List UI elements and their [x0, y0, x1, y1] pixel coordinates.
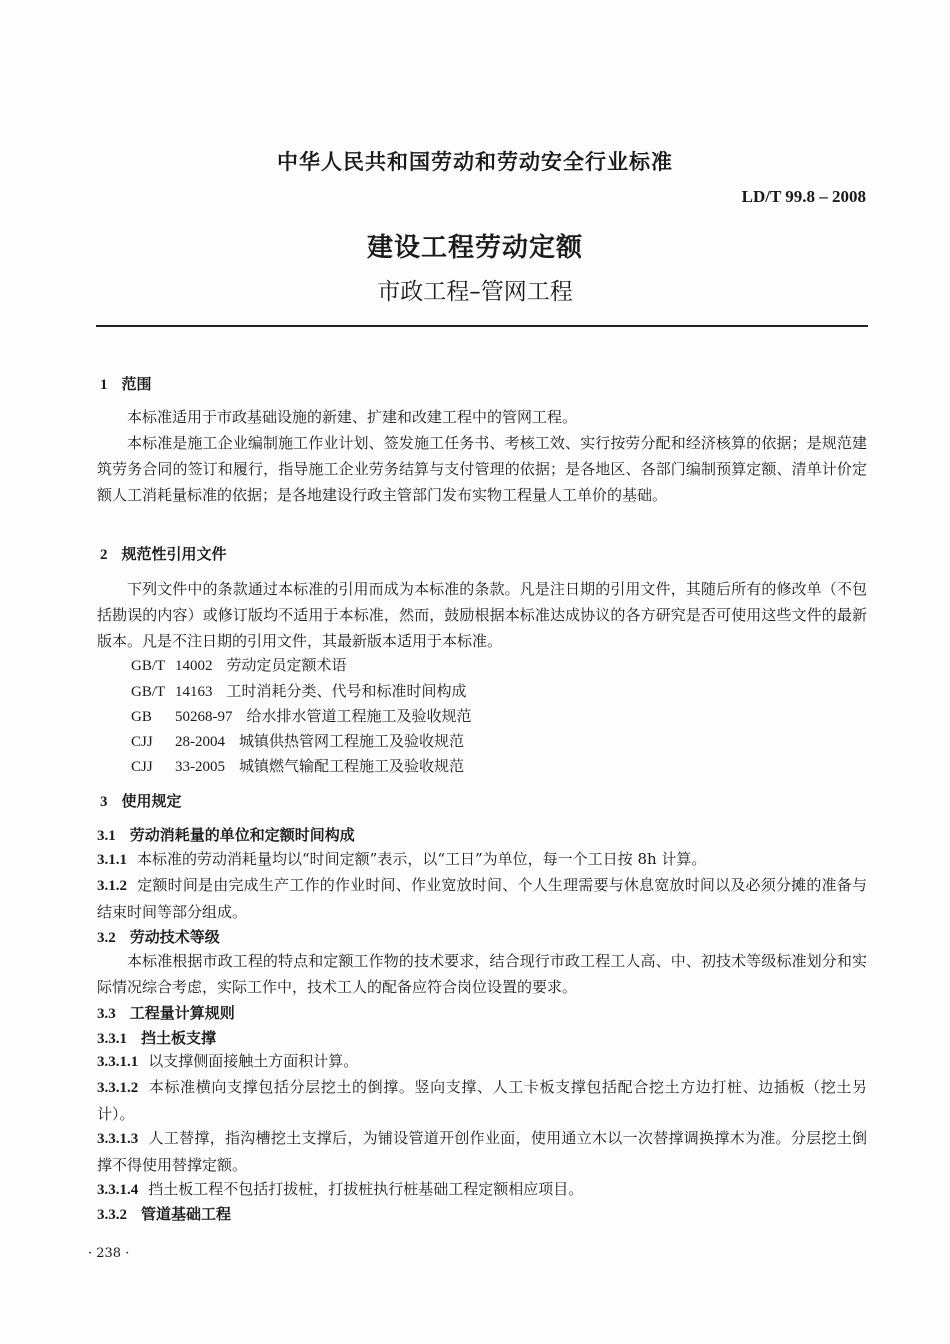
- ref-name: 城镇供热管网工程施工及验收规范: [239, 732, 465, 750]
- clause-title: 管道基础工程: [141, 1205, 232, 1223]
- clause-number: 3.1.2: [97, 878, 127, 894]
- clause-3-3-1-4: [97, 1176, 867, 1203]
- clause-3-1-2: [97, 872, 867, 925]
- page-number: · 238 ·: [88, 1246, 130, 1261]
- clause-number: 3.1.1: [97, 852, 127, 868]
- clause-title: 劳动消耗量的单位和定额时间构成: [129, 826, 355, 844]
- clause-number: 3.3.2: [97, 1207, 127, 1223]
- standard-code: LD/T 99.8 – 2008: [741, 187, 866, 206]
- ref-code: CJJ: [131, 759, 153, 775]
- clause-text: 定额时间是由完成生产工作的作业时间、作业宽放时间、个人生理需要与休息宽放时间以及必须分摊的准备与结束时间等部分组成。: [97, 876, 867, 921]
- section-2-paragraph: 下列文件中的条款通过本标准的引用而成为本标准的条款。凡是注日期的引用文件，其随后所有的修改单（不包括勘误的内容）或修订版均不适用于本标准，然而，鼓励根据本标准达成协议的各方研究是否可使用这些文件的最新版本。凡是不注日期的引用文件，其最新版本适用于本标准。: [97, 580, 867, 650]
- title-rule: [96, 325, 868, 327]
- ref-code: GB: [131, 709, 152, 725]
- subsection-3-3-heading: [97, 1002, 235, 1023]
- section-1-paragraph-1: 本标准适用于市政基础设施的新建、扩建和改建工程中的管网工程。: [127, 408, 578, 426]
- clause-text: 挡土板工程不包括打拔桩，打拔桩执行桩基础工程定额相应项目。: [148, 1180, 584, 1198]
- clause-number: 3.3.1.1: [97, 1054, 139, 1070]
- ref-number: 14002: [175, 658, 213, 674]
- clause-title: 挡土板支撑: [141, 1029, 217, 1047]
- ref-code: CJJ: [131, 734, 153, 750]
- section-title: 范围: [121, 375, 152, 393]
- clause-title: 工程量计算规则: [129, 1004, 235, 1022]
- ref-number: 14163: [175, 684, 213, 700]
- clause-text: 本标准的劳动消耗量均以“时间定额”表示，以“工日”为单位，每一个工日按 8h 计算。: [137, 850, 707, 868]
- ref-name: 给水排水管道工程施工及验收规范: [246, 707, 472, 725]
- document-title: 建设工程劳动定额: [366, 233, 583, 263]
- clause-3-3-1-2: [97, 1074, 867, 1127]
- clause-3-3-2-heading: [97, 1203, 231, 1224]
- section-2-heading: [100, 543, 227, 564]
- reference-item: [131, 705, 472, 726]
- clause-text: 本标准横向支撑包括分层挖土的倒撑。竖向支撑、人工卡板支撑包括配合挖土方边打桩、边插板（挖土另计）。: [97, 1078, 867, 1123]
- section-title: 使用规定: [121, 792, 182, 810]
- clause-number: 3.3.1: [97, 1031, 127, 1047]
- clause-3-1-1: [97, 846, 867, 873]
- clause-3-3-1-1: [97, 1048, 867, 1075]
- clause-3-3-1-3: [97, 1125, 867, 1178]
- standard-org-heading: 中华人民共和国劳动和劳动安全行业标准: [277, 150, 673, 174]
- clause-3-3-1-heading: [97, 1027, 216, 1048]
- clause-number: 3.2: [97, 930, 116, 946]
- section-3-heading: [100, 790, 182, 811]
- section-1-heading: [100, 373, 152, 394]
- ref-code: GB/T: [131, 658, 166, 674]
- section-title: 规范性引用文件: [121, 545, 227, 563]
- reference-item: [131, 654, 347, 675]
- section-number: 3: [100, 794, 108, 810]
- clause-number: 3.3.1.3: [97, 1131, 139, 1147]
- clause-title: 劳动技术等级: [129, 928, 220, 946]
- ref-number: 28-2004: [175, 734, 225, 750]
- reference-item: [131, 755, 464, 776]
- subsection-3-1-heading: [97, 824, 355, 845]
- clause-number: 3.3: [97, 1006, 116, 1022]
- clause-number: 3.1: [97, 828, 116, 844]
- clause-text: 以支撑侧面接触土方面积计算。: [148, 1052, 359, 1070]
- clause-number: 3.3.1.4: [97, 1182, 139, 1198]
- section-number: 2: [100, 547, 108, 563]
- clause-number: 3.3.1.2: [97, 1080, 139, 1096]
- subsection-3-2-heading: [97, 926, 220, 947]
- subsection-3-2-paragraph: 本标准根据市政工程的特点和定额工作物的技术要求，结合现行市政工程工人高、中、初技术等级标准划分和实际情况综合考虑，实际工作中，技术工人的配备应符合岗位设置的要求。: [97, 952, 867, 996]
- ref-number: 50268-97: [175, 709, 233, 725]
- ref-name: 工时消耗分类、代号和标准时间构成: [226, 682, 467, 700]
- document-subtitle: 市政工程–管网工程: [377, 279, 573, 305]
- section-1-paragraph-2: 本标准是施工企业编制施工作业计划、签发施工任务书、考核工效、实行按劳分配和经济核算的依据；是规范建筑劳务合同的签订和履行，指导施工企业劳务结算与支付管理的依据；是各地区、各部门编制预算定额、清单计价定额人工消耗量标准的依据；是各地建设行政主管部门发布实物工程量人工单价的基础。: [97, 434, 867, 504]
- clause-text: 人工替撑，指沟槽挖土支撑后，为铺设管道开创作业面，使用通立木以一次替撑调换撑木为准。分层挖土倒撑不得使用替撑定额。: [97, 1129, 867, 1174]
- ref-code: GB/T: [131, 684, 166, 700]
- ref-name: 城镇燃气输配工程施工及验收规范: [239, 757, 465, 775]
- ref-name: 劳动定员定额术语: [226, 656, 347, 674]
- section-number: 1: [100, 377, 108, 393]
- reference-item: [131, 680, 467, 701]
- reference-item: [131, 730, 464, 751]
- ref-number: 33-2005: [175, 759, 225, 775]
